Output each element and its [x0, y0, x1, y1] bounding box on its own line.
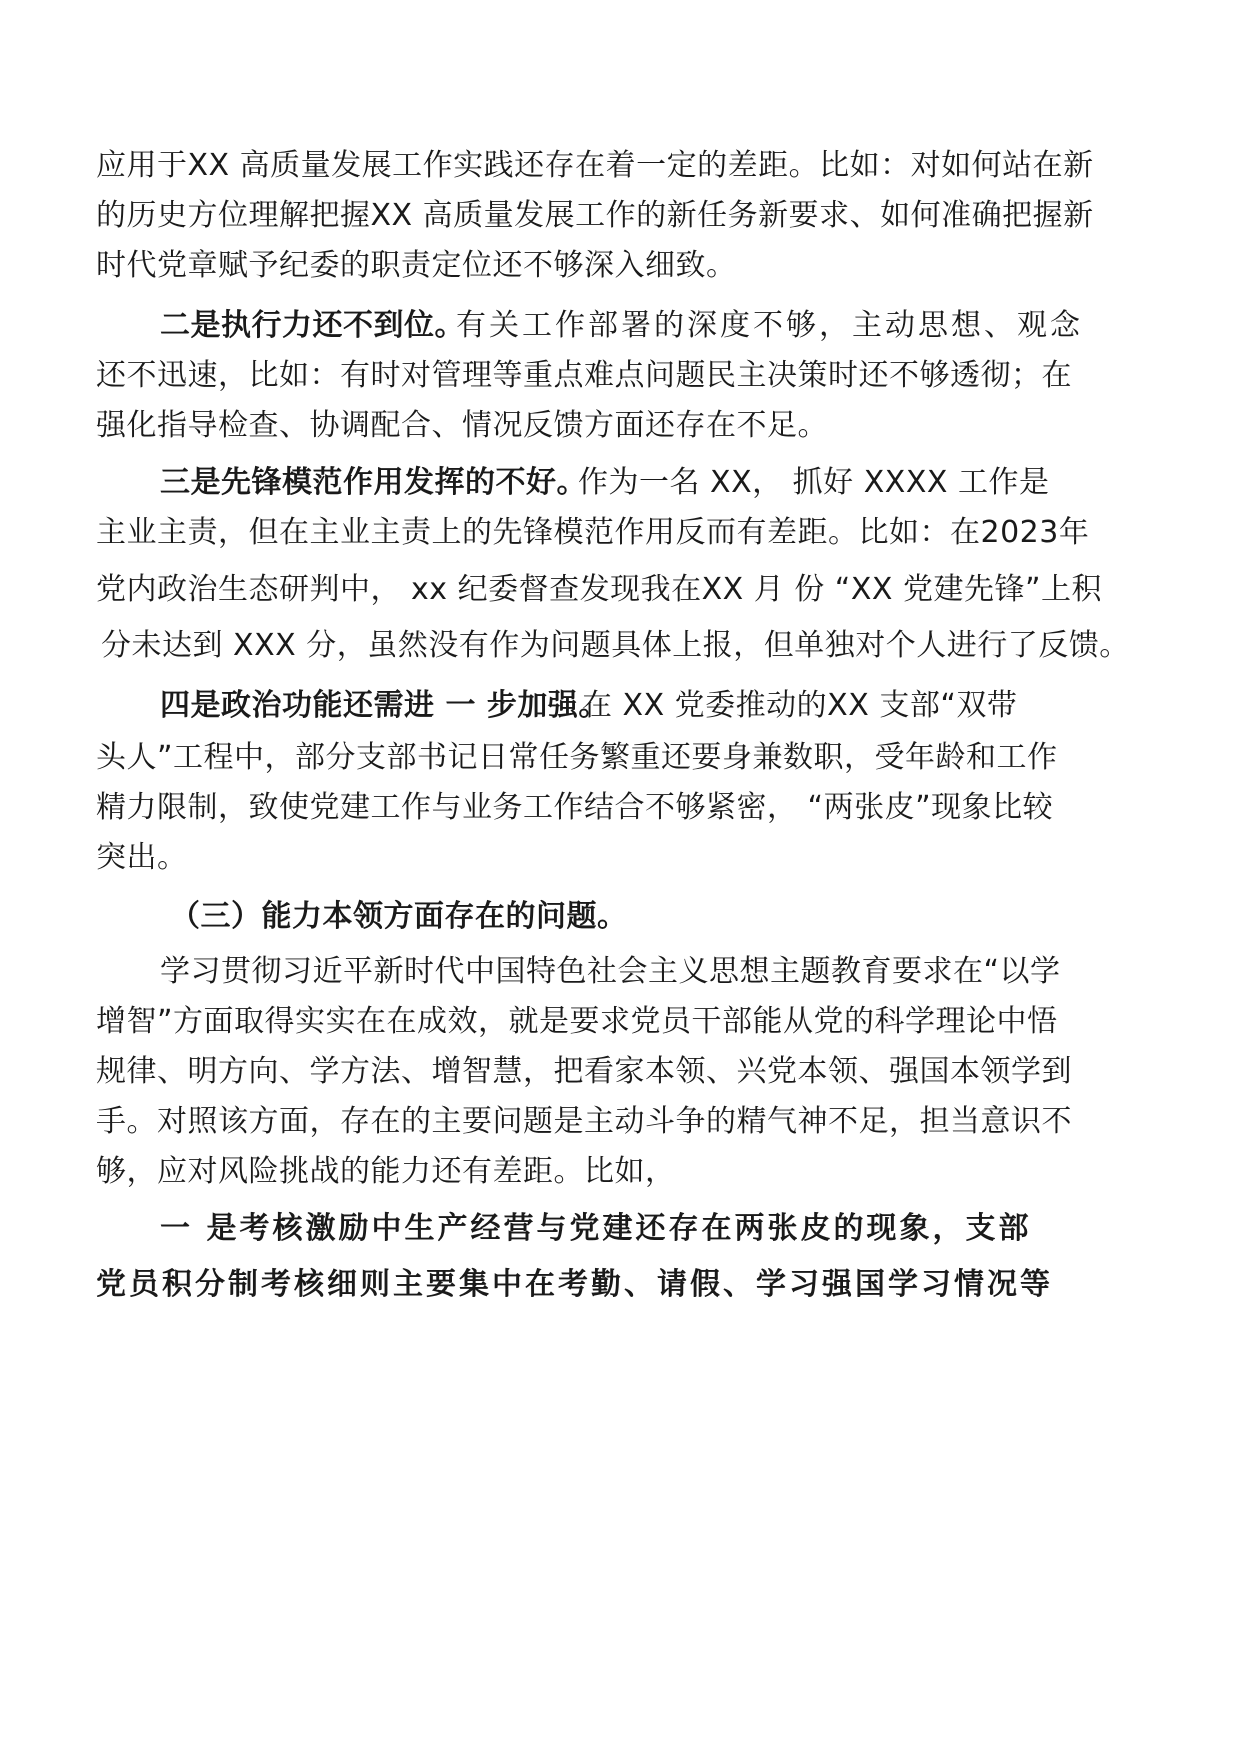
paragraph-line: 党内政治生态研判中， xx 纪委督查发现我在XX 月 份 “XX 党建先锋”上积 [96, 572, 1103, 607]
paragraph-line: 强化指导检查、协调配合、情况反馈方面还存在不足。 [96, 408, 828, 443]
paragraph-line: 头人”工程中，部分支部书记日常任务繁重还要身兼数职，受年龄和工作 [96, 740, 1058, 775]
paragraph-line: 主业主责，但在主业主责上的先锋模范作用反而有差距。比如：在2023年 [96, 515, 1090, 550]
paragraph-line: 应用于XX 高质量发展工作实践还存在着一定的差距。比如：对如何站在新 [96, 148, 1094, 183]
paragraph-line: 学习贯彻习近平新时代中国特色社会主义思想主题教育要求在“以学 [160, 954, 1061, 989]
point-heading-3: 三是先锋模范作用发挥的不好。 [160, 465, 587, 500]
paragraph-line: 作为一名 XX， 抓好 XXXX 工作是 [578, 465, 1050, 500]
paragraph-line: 时代党章赋予纪委的职责定位还不够深入细致。 [96, 248, 737, 283]
point-heading-1: 一 是考核激励中生产经营与党建还存在两张皮的现象，支部 [160, 1211, 1032, 1246]
paragraph-line: 精力限制，致使党建工作与业务工作结合不够紧密， “两张皮”现象比较 [96, 790, 1054, 825]
point-heading-4: 四是政治功能还需进 一 步加强。 [160, 688, 609, 723]
paragraph-line: 够，应对风险挑战的能力还有差距。比如， [96, 1154, 676, 1189]
paragraph-line: 突出。 [96, 840, 188, 875]
paragraph-line: 增智”方面取得实实在在成效，就是要求党员干部能从党的科学理论中悟 [96, 1004, 1058, 1039]
paragraph-line: 在 XX 党委推动的XX 支部“双带 [582, 688, 1018, 723]
section-heading: （三）能力本领方面存在的问题。 [170, 899, 628, 934]
paragraph-line: 规律、明方向、学方法、增智慧，把看家本领、兴党本领、强国本领学到 [96, 1054, 1072, 1089]
paragraph-line: 手。对照该方面，存在的主要问题是主动斗争的精气神不足，担当意识不 [96, 1104, 1072, 1139]
paragraph-line: 还不迅速，比如：有时对管理等重点难点问题民主决策时还不够透彻；在 [96, 358, 1072, 393]
paragraph-line: 有关工作部署的深度不够，主动思想、观念 [456, 308, 1083, 343]
point-heading-2: 二是执行力还不到位。 [160, 308, 465, 343]
paragraph-line: 的历史方位理解把握XX 高质量发展工作的新任务新要求、如何准确把握新 [96, 198, 1094, 233]
paragraph-line: 党员积分制考核细则主要集中在考勤、请假、学习强国学习情况等 [96, 1267, 1053, 1302]
paragraph-line: 分未达到 XXX 分，虽然没有作为问题具体上报，但单独对个人进行了反馈。 [101, 628, 1130, 663]
